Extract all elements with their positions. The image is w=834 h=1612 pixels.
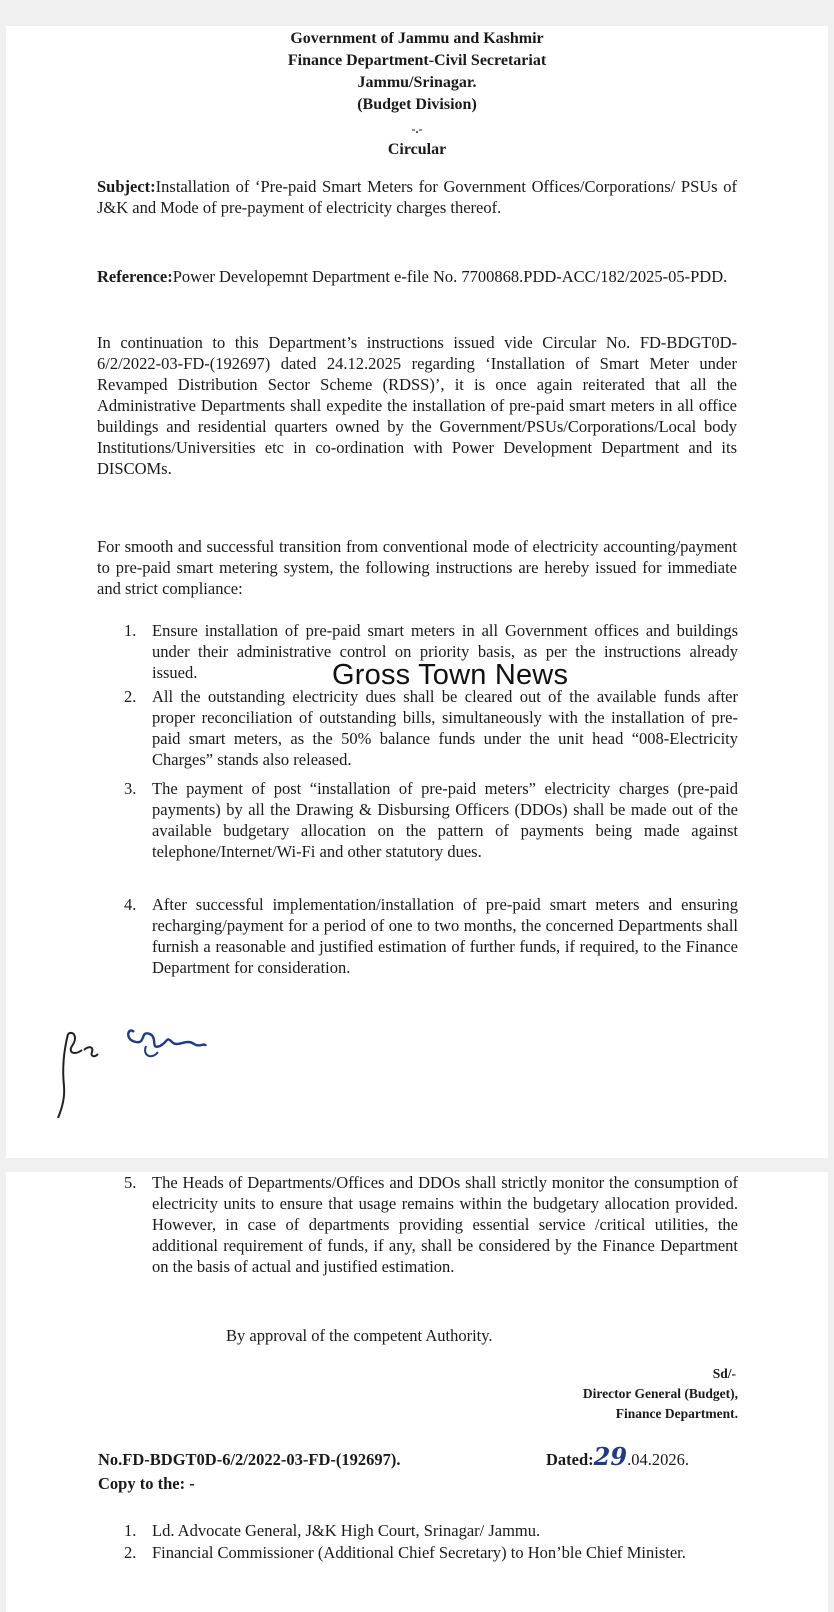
copy-list-text: Financial Commissioner (Additional Chief Secretary) to Hon’ble Chief Minister.: [152, 1543, 686, 1562]
dated-handwritten-day: 29: [593, 1442, 628, 1471]
reference-label: Reference:: [97, 267, 173, 286]
instruction-item-4: [124, 894, 738, 978]
subject-label: Subject:: [97, 177, 156, 196]
instruction-item-5: [124, 1172, 738, 1277]
document-page-1: [6, 26, 828, 1158]
instruction-text: All the outstanding electricity dues shall be cleared out of the available funds after proper reconciliation of outstanding bills, simultaneously with the installation of pre-paid smart meters, as the 50% balance funds under the unit head “008-Electricity Charges” stands also released.: [152, 687, 738, 769]
handwritten-initials: [54, 1016, 224, 1126]
instruction-number: 3.: [124, 779, 137, 798]
copy-list-item-2: [124, 1542, 738, 1563]
instruction-text: The Heads of Departments/Offices and DDOs shall strictly monitor the consumption of electricity units to ensure that usage remains within the budgetary allocation provided. However, in case of departments providing essential service /critical utilities, the additional requirement of funds, if any, shall be considered by the Finance Department on the basis of actual and justified estimation.: [152, 1173, 738, 1276]
subject-text: Installation of ‘Pre-paid Smart Meters for Government Offices/Corporations/ PSUs of J&K and Mode of pre-payment of electricity charges thereof.: [97, 177, 737, 217]
instruction-text: After successful implementation/installation of pre-paid smart meters and ensuring recharging/payment for a period of one to two months, the concerned Departments shall furnish a reasonable and justified estimation of further funds, if required, to the Finance Department for consideration.: [152, 895, 738, 977]
signature-block: [583, 1364, 738, 1424]
copy-list-text: Ld. Advocate General, J&K High Court, Srinagar/ Jammu.: [152, 1521, 541, 1540]
dated-line: [546, 1442, 689, 1471]
instruction-number: 4.: [124, 895, 137, 914]
location: Jammu/Srinagar.: [357, 74, 477, 91]
instruction-text: The payment of post “installation of pre-paid meters” electricity charges (pre-paid payments) by all the Drawing & Disbursing Officers (DDOs) shall be made out of the available budgetary allocation on the pattern of payments being made against telephone/Internet/Wi-Fi and other statutory dues.: [152, 779, 738, 861]
body-paragraph-2: For smooth and successful transition from conventional mode of electricity accounting/payment to pre-paid smart metering system, the following instructions are hereby issued for immediate and strict compliance:: [97, 537, 737, 598]
department-name: Finance Department-Civil Secretariat: [287, 52, 547, 69]
signatory-designation: Director General (Budget),: [582, 1386, 738, 1401]
approval-line: By approval of the competent Authority.: [226, 1326, 493, 1345]
copy-list-number: 1.: [124, 1521, 137, 1540]
document-page-2: [6, 1172, 828, 1612]
instruction-text: Ensure installation of pre-paid smart meters in all Government offices and buildings under their administrative control on priority basis, as per the instructions already issued.: [152, 621, 738, 682]
copy-to-heading: Copy to the: -: [98, 1474, 195, 1493]
header-separator: -.-: [411, 122, 423, 136]
instruction-item-2: [124, 686, 738, 770]
document-type: Circular: [387, 141, 447, 158]
copy-list-number: 2.: [124, 1543, 137, 1562]
dated-label: Dated:: [546, 1450, 594, 1469]
circular-number: No.FD-BDGT0D-6/2/2022-03-FD-(192697).: [98, 1450, 401, 1469]
division: (Budget Division): [357, 96, 477, 113]
subject-block: [97, 176, 737, 218]
copy-list-item-1: [124, 1520, 738, 1541]
instruction-item-3: [124, 778, 738, 862]
watermark-text: Gross Town News: [332, 659, 569, 691]
instruction-number: 5.: [124, 1173, 137, 1192]
dated-month-year: .04.2026.: [627, 1450, 689, 1469]
reference-block: [97, 266, 737, 287]
instruction-number: 1.: [124, 621, 137, 640]
signatory-department: Finance Department.: [615, 1406, 738, 1421]
body-paragraph-1: In continuation to this Department’s instructions issued vide Circular No. FD-BDGT0D-6/2/2022-03-FD-(192697) dated 24.12.2025 regarding ‘Installation of Smart Meter under Revamped Distribution Sector Scheme (RDSS)’, it is once again reiterated that all the Administrative Departments shall expedite the installation of pre-paid smart meters in all office buildings and residential quarters owned by the Government/PSUs/Corporations/Local body Institutions/Universities etc in co-ordination with Power Development Department and its DISCOMs.: [97, 333, 737, 478]
reference-text: Power Developemnt Department e-file No. 7700868.PDD-ACC/182/2025-05-PDD.: [172, 267, 728, 286]
govt-name: Government of Jammu and Kashmir: [290, 30, 544, 47]
instruction-number: 2.: [124, 687, 137, 706]
sd-mark: Sd/-: [712, 1366, 736, 1381]
